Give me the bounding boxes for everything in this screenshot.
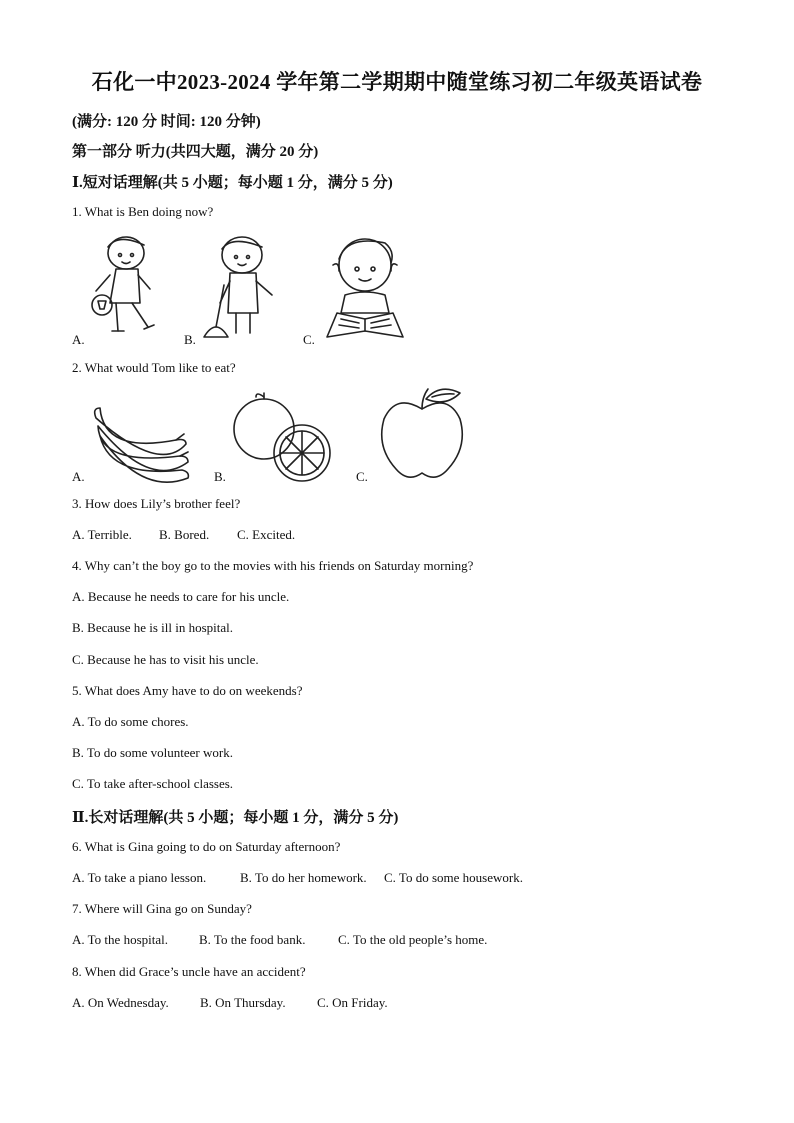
boy-reading-image [325, 233, 407, 343]
q8-option-a[interactable]: A. On Wednesday. [72, 995, 169, 1010]
apple-image [376, 385, 468, 483]
exam-title: 石化一中2023-2024 学年第二学期期中随堂练习初二年级英语试卷 [91, 70, 703, 94]
question-5: 5. What does Amy have to do on weekends? [72, 683, 303, 698]
q8-option-b[interactable]: B. On Thursday. [200, 995, 286, 1010]
boy-sweeping-image [200, 233, 282, 343]
q7-option-a[interactable]: A. To the hospital. [72, 932, 168, 947]
q6-option-c[interactable]: C. To do some housework. [384, 870, 523, 885]
q3-option-c[interactable]: C. Excited. [237, 527, 296, 542]
q7-option-c[interactable]: C. To the old people’s home. [338, 932, 488, 947]
q8-option-c[interactable]: C. On Friday. [317, 995, 388, 1010]
q7-option-b[interactable]: B. To the food bank. [199, 932, 306, 947]
q5-option-b[interactable]: B. To do some volunteer work. [72, 745, 233, 760]
q1-option-b[interactable]: B. [184, 332, 196, 347]
q6-option-b[interactable]: B. To do her homework. [240, 870, 367, 885]
question-8: 8. When did Grace’s uncle have an accident? [72, 964, 306, 979]
q1-option-a[interactable]: A. [72, 332, 85, 347]
q2-option-c[interactable]: C. [356, 469, 368, 484]
q8-options [72, 995, 388, 1011]
oranges-image [230, 395, 336, 485]
q4-option-b[interactable]: B. Because he is ill in hospital. [72, 620, 234, 635]
q2-option-b[interactable]: B. [214, 469, 226, 484]
question-3: 3. How does Lily’s brother feel? [72, 496, 241, 511]
boy-playing-soccer-image [88, 233, 160, 343]
q3-option-b[interactable]: B. Bored. [159, 527, 210, 542]
q6-options [72, 870, 523, 886]
question-4: 4. Why can’t the boy go to the movies with his friends on Saturday morning? [72, 558, 474, 573]
question-7: 7. Where will Gina go on Sunday? [72, 901, 252, 916]
q3-options [72, 527, 295, 543]
exam-meta: (满分: 120 分 时间: 120 分钟) [72, 114, 261, 130]
q4-option-a[interactable]: A. Because he needs to care for his uncle. [72, 589, 290, 604]
question-1: 1. What is Ben doing now? [72, 204, 214, 219]
question-6: 6. What is Gina going to do on Saturday afternoon? [72, 839, 341, 854]
q5-option-a[interactable]: A. To do some chores. [72, 714, 189, 729]
q1-option-c[interactable]: C. [303, 332, 315, 347]
bananas-image [90, 404, 194, 484]
q5-option-c[interactable]: C. To take after-school classes. [72, 776, 234, 791]
q4-option-c[interactable]: C. Because he has to visit his uncle. [72, 652, 259, 667]
section-heading-2: Ⅱ.长对话理解(共 5 小题；每小题 1 分，满分 5 分) [72, 810, 399, 826]
q2-option-a[interactable]: A. [72, 469, 85, 484]
question-2: 2. What would Tom like to eat? [72, 360, 236, 375]
q6-option-a[interactable]: A. To take a piano lesson. [72, 870, 207, 885]
section-heading-1: Ⅰ.短对话理解(共 5 小题；每小题 1 分，满分 5 分) [72, 175, 393, 191]
q3-option-a[interactable]: A. Terrible. [72, 527, 132, 542]
q7-options [72, 932, 487, 948]
part-heading: 第一部分 听力(共四大题，满分 20 分) [72, 144, 319, 160]
